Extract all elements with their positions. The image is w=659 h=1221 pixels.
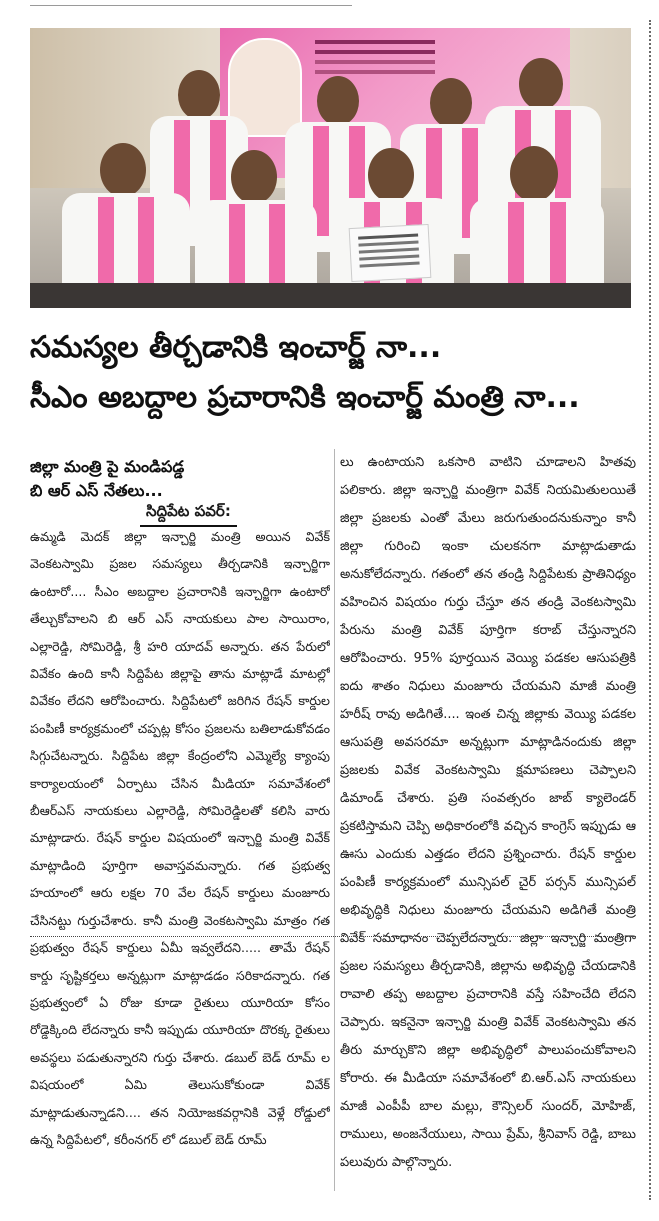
- press-table: [30, 283, 631, 308]
- headline-line-1: సమస్యల తీర్చడానికి ఇంచార్జ్ నా...: [30, 330, 442, 365]
- article-column-left: ఉమ్మడి మెదక్ జిల్లా ఇన్చార్జి మంత్రి అయిన వివేక్ వెంకటస్వామి ప్రజల సమస్యలు తీర్చడానికి ఇన్చార్జిగా ఉంటారో.... సీఎం అబద్దాల ప్రచారానికి ఇన్చార్జిగా ఉంటారో తేల్చుకోవాలని బి ఆర్ ఎస్ నాయకులు పాల సాయిరాం, ఎల్లారెడ్డి, సోమిరెడ్డి, శ్రీ హరి యాదవ్ అన్నారు. తన పేరులో వివేకం ఉంది కానీ సిద్దిపేట జిల్లాపై తాను మాట్లాడే మాటల్లో వివేకం లేదని ఆరోపించారు. సిద్దిపేటలో జరిగిన రేషన్ కార్డుల పంపిణీ కార్యక్రమంలో చప్పట్ల కోసం ప్రజలను బతిలాడుకోవడం సిగ్గుచేటన్నారు. సిద్దిపేట జిల్లా కేంద్రంలోని ఎమ్మెల్యే క్యాంపు కార్యాలయంలో ఏర్పాటు చేసిన మీడియా సమావేశంలో బీఆర్ఎస్ నాయకులు ఎల్లారెడ్డి, సోమిరెడ్డిలతో కలిసి వారు మాట్లాడారు. రేషన్ కార్డుల విషయంలో ఇన్చార్జి మంత్రి వివేక్ మాట్లాడింది పూర్తిగా అవాస్తవమన్నారు. గత ప్రభుత్వ హయాంలో ఆరు లక్షల 70 వేల రేషన్ కార్డులు మంజూరు చేసినట్టు గుర్తుచేశారు. కానీ మంత్రి వెంకటస్వామి మాత్రం గత ప్రభుత్వం రేషన్ కార్డులు ఏమీ ఇవ్వలేదని..... తామే రేషన్ కార్డు సృష్టికర్తలు అన్నట్లుగా మాట్లాడడం సరికాదన్నారు. గత ప్రభుత్వంలో ఏ రోజు కూడా రైతులు యూరియా కోసం రోడ్డెక్కింది లేదన్నారు కానీ ఇప్పుడు యూరియా దొరక్క రైతులు అవస్థలు పడుతున్నారని గుర్తు చేశారు. డబుల్ బెడ్ రూమ్ ల విషయంలో ఏమి తెలుసుకోకుండా వివేక్ మాట్లాడుతున్నాడని.... తన నియోజకవర్గానికి వెళ్లే రోడ్డులో ఉన్న సిద్దిపేటలో, కరీంనగర్ లో డబుల్ బెడ్ రూమ్: [30, 529, 330, 1147]
- press-meet-photo: [30, 28, 631, 308]
- cut-guide-right: [649, 20, 651, 1200]
- article-column-right: లు ఉంటాయని ఒకసారి వాటిని చూడాలని హితవు పలికారు. జిల్లా ఇన్చార్జి మంత్రిగా వివేక్ నియమితులయితే జిల్లా ప్రజలకు ఎంతో మేలు జరుగుతుందనుకున్నాం కానీ జిల్లా గురించి ఇంకా చులకనగా మాట్లాడుతాడు అనుకోలేదన్నారు. గతంలో తన తండ్రి సిద్దిపేటకు ప్రాతినిధ్యం వహించిన విషయం గుర్తు చేస్తూ తన తండ్రి వెంకటస్వామి పేరును మంత్రి వివేక్ పూర్తిగా కరాబ్ చేస్తున్నారని ఆరోపించారు. 95% పూర్తయిన వెయ్యి పడకల ఆసుపత్రికి ఐదు శాతం నిధులు మంజూరు చేయమని మాజీ మంత్రి హరీష్ రావు అడిగితే.... ఇంత చిన్న జిల్లాకు వెయ్యి పడకల ఆసుపత్రి అవసరమా అన్నట్లుగా మాట్లాడినందుకు జిల్లా ప్రజలకు వివేక వెంకటస్వామి క్షమాపణలు చెప్పాలని డిమాండ్ చేశారు. ప్రతి సంవత్సరం జాబ్ క్యాలెండర్ ప్రకటిస్తామని చెప్పి అధికారంలోకి వచ్చిన కాంగ్రెస్ ఇప్పుడు ఆ ఊసు ఎందుకు ఎత్తడం లేదని ప్రశ్నించారు. రేషన్ కార్డుల పంపిణీ కార్యక్రమంలో మున్సిపల్ చైర్ పర్సన్ మున్సిపల్ అభివృద్ధికి నిధులు మంజూరు చేయమని అడిగితే మంత్రి వివేక్ సమాధానం చెప్పలేదన్నారు. జిల్లా ఇన్చార్జి మంత్రిగా ప్రజల సమస్యలు తీర్చడానికి, జిల్లాను అభివృద్ధి చేయడానికి రావాలి తప్ప అబద్దాల ప్రచారానికి వస్తే సహించేది లేదని చెప్పారు. ఇకనైనా ఇన్చార్జి మంత్రి వివేక్ వెంకటస్వామి తన తీరు మార్చుకొని జిల్లా అభివృద్ధిలో పాలుపంచుకోవాలని కోరారు. ఈ మీడియా సమావేశంలో బి.ఆర్.ఎస్ నాయకులు మాజీ ఎంపీపీ బాల మల్లు, కౌన్సిలర్ సుందర్, మోహిజ్, రాములు, అంజనేయులు, సాయి ప్రేమ్, శ్రీనివాస్ రెడ్డి, బాబు పలువురు పాల్గొన్నారు.: [340, 455, 636, 1170]
- top-rule: [30, 5, 352, 6]
- banner-lettering: [315, 40, 435, 44]
- column-divider: [334, 449, 335, 1191]
- headline-line-2: సీఎం అబద్దాల ప్రచారానికి ఇంచార్జ్ మంత్రి నా...: [30, 380, 580, 415]
- held-document: [349, 224, 432, 282]
- cut-line: [30, 936, 636, 937]
- subheading-line-2: బి ఆర్ ఎస్ నేతలు...: [30, 481, 163, 500]
- subheading-line-1: జిల్లా మంత్రి పై మండిపడ్డ: [30, 457, 185, 476]
- byline: సిద్దిపేట పవర్:: [140, 502, 237, 527]
